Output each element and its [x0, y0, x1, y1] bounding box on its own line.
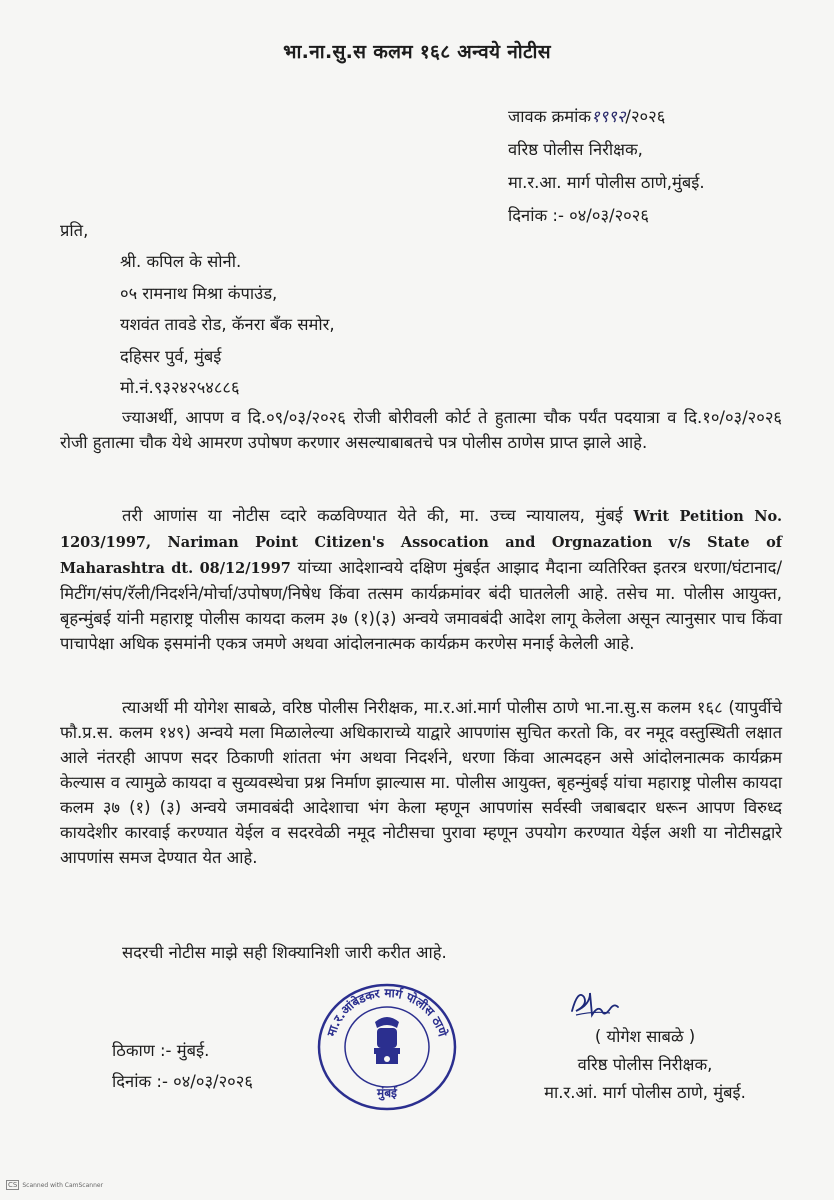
reference-block	[508, 100, 705, 232]
recipient-address-line: यशवंत तावडे रोड, कॅनरा बॅंक समोर,	[120, 315, 335, 334]
date-line: दिनांक :- ०४/०३/२०२६	[112, 1072, 253, 1091]
outward-number-line	[508, 100, 705, 133]
paragraph-2-text-b: यांच्या आदेशान्वये दक्षिण मुंबईत आझाद मैदाना व्यतिरिक्त इतरत्र धरणा/घंटानाद/ मिटींग/संप/रॅली/निदर्शने/मोर्चा/उपोषण/निषेध किंवा तत्सम कार्यक्रमांवर बंदी घातलेली आहे. तसेच मा. पोलीस आयुक्त, बृहन्मुंबई यांनी महाराष्ट्र पोलीस कायदा कलम ३७ (१)(३) अन्वये जमावबंदी आदेश लागू केलेला असून त्यानुसार पाच किंवा पाचापेक्षा अधिक इसमांनी एकत्र जमणे अथवा आंदोलनात्मक कार्यक्रम करणेस मनाई केलेली आहे.	[60, 558, 783, 653]
paragraph-1	[60, 405, 782, 455]
outward-number-label: जावक क्रमांक	[508, 107, 592, 126]
place-date-block	[112, 1035, 253, 1097]
recipient-mobile: मो.नं.९३२४२५४८८६	[120, 378, 240, 397]
issuer-designation: वरिष्ठ पोलीस निरीक्षक,	[508, 140, 643, 159]
signatory-name: ( योगेश साबळे )	[594, 1027, 696, 1046]
paragraph-3-text: त्याअर्थी मी योगेश साबळे, वरिष्ठ पोलीस निरीक्षक, मा.र.आं.मार्ग पोलीस ठाणे भा.ना.सु.स कलम १६८ (यापुर्वीचे फौ.प्र.स. कलम १४९) अन्वये मला मिळालेल्या अधिकाराच्ये याद्वारे आपणांस सुचित करतो कि, वर नमूद वस्तुस्थिती लक्षात आले नंतरही आपण सदर ठिकाणी शांतता भंग अथवा निदर्शने, धरणा किंवा आत्मदहन असे आंदोलनात्मक कार्यक्रम केल्यास व त्यामुळे कायदा व सुव्यवस्थेचा प्रश्न निर्माण झाल्यास मा. पोलीस आयुक्त, बृहन्मुंबई यांचा महाराष्ट्र पोलीस कायदा कलम ३७ (१) (३) अन्वये जमावबंदी आदेशाचा भंग केला म्हणून आपणांस सर्वस्वी जबाबदार धरून आपण विरुध्द कायदेशीर कारवाई करण्यात येईल व सदरवेळी नमूद नोटीसचा पुरावा म्हणून उपयोग करण्यात येईल अशी या नोटीसद्वारे आपणांस समज देण्यात येत आहे.	[60, 698, 782, 867]
scanner-text: Scanned with CamScanner	[22, 1182, 104, 1189]
seal-outer-text: मा.र.आंबेडकर मार्ग पोलीस ठाणे	[324, 985, 450, 1039]
recipient-name: श्री. कपिल के सोनी.	[120, 252, 242, 271]
handwritten-signature	[566, 985, 626, 1021]
paragraph-3	[60, 695, 782, 870]
signatory-designation: वरिष्ठ पोलीस निरीक्षक,	[577, 1055, 713, 1074]
paragraph-2-text-a: तरी आणांस या नोटीस व्दारे कळविण्यात येते की, मा. उच्च न्यायालय, मुंबई	[122, 506, 623, 525]
issue-date: दिनांक :- ०४/०३/२०२६	[508, 206, 649, 225]
writ-petition-reference: Writ Petition No. 1203/1997, Nariman Point Citizen's Assocation and Orgnazation v/s State of Maharashtra dt. 08/12/1997	[60, 508, 782, 577]
issuer-office: मा.र.आ. मार्ग पोलीस ठाणे,मुंबई.	[508, 173, 705, 192]
signatory-block	[505, 1023, 785, 1107]
scanner-watermark	[6, 1180, 103, 1190]
outward-number-suffix: /२०२६	[625, 107, 666, 126]
scanner-badge-icon: CS	[8, 1181, 18, 1189]
recipient-address-line: दहिसर पुर्व, मुंबई	[120, 346, 222, 366]
recipient-address-line: ०५ रामनाथ मिश्रा कंपाउंड,	[120, 283, 278, 303]
notice-title: भा.ना.सु.स कलम १६८ अन्वये नोटीस	[283, 41, 551, 63]
paragraph-1-text: ज्याअर्थी, आपण व दि.०९/०३/२०२६ रोजी बोरीवली कोर्ट ते हुतात्मा चौक पर्यंत पदयात्रा व दि.१०/०३/२०२६ रोजी हुतात्मा चौक येथे आमरण उपोषण करणार असल्याबाबतचे पत्र पोलीस ठाणेस प्राप्त झाले आहे.	[60, 408, 782, 452]
police-station-seal	[312, 982, 462, 1112]
signatory-office: मा.र.आं. मार्ग पोलीस ठाणे, मुंबई.	[544, 1083, 746, 1102]
national-emblem-icon	[374, 1017, 400, 1064]
to-label: प्रति,	[60, 221, 89, 240]
paragraph-4: सदरची नोटीस माझे सही शिक्यानिशी जारी करीत आहे.	[122, 943, 447, 962]
outward-number-value: १९९२	[591, 107, 626, 126]
place-line: ठिकाण :- मुंबई.	[112, 1041, 210, 1060]
seal-bottom-text: मुंबई	[377, 1086, 397, 1100]
recipient-address	[120, 246, 335, 404]
paragraph-2	[60, 503, 782, 656]
